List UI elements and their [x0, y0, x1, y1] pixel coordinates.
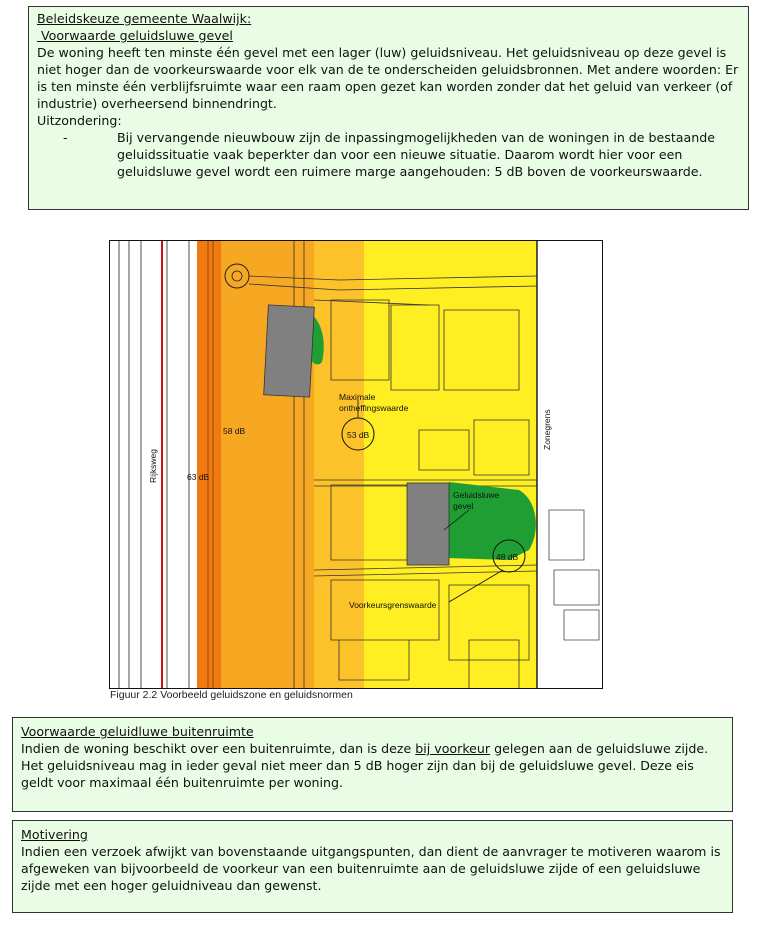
figure-caption: Figuur 2.2 Voorbeeld geluidszone en geluidsnormen [110, 689, 353, 701]
motivering-title: Motivering [21, 827, 88, 842]
exception-text: Bij vervangende nieuwbouw zijn de inpassingmogelijkheden van de woningen in de bestaande geluidssituatie vaak beperkter dan voor een nieuwe situatie. Daarom wordt hier voor een geluidsluwe gevel wordt een ruimere marge aangehouden: 5 dB boven de voorkeurswaarde. [117, 130, 715, 179]
label-zonegrens: Zonegrens [542, 409, 552, 450]
exception-label: Uitzondering: [37, 113, 122, 128]
policy-box-geluidsluwe-gevel [28, 6, 749, 210]
policy-title: Beleidskeuze gemeente Waalwijk: [37, 11, 252, 26]
policy-subtitle: Voorwaarde geluidsluwe gevel [37, 28, 233, 43]
policy-box-buitenruimte [12, 717, 733, 812]
label-voorkeursgrenswaarde: Voorkeursgrenswaarde [349, 600, 437, 610]
light-orange-zone [314, 240, 364, 689]
building-top [264, 305, 315, 397]
buitenruimte-paragraph [21, 740, 724, 791]
label-ontheffingswaarde: ontheffingswaarde [339, 403, 409, 413]
buitenruimte-text-after: gelegen aan de geluidsluwe zijde. Het geluidsniveau mag in ieder geval niet meer dan 5 dB hoger zijn dan bij de geluidsluwe gevel. Deze eis geldt voor maximaal één buitenruimte per woning. [21, 741, 709, 790]
buitenruimte-text-before: Indien de woning beschikt over een buitenruimte, dan is deze [21, 741, 416, 756]
noise-zone-map [109, 240, 603, 689]
exception-list-item [37, 129, 740, 180]
buitenruimte-title: Voorwaarde geluidluwe buitenruimte [21, 724, 254, 739]
policy-paragraph: De woning heeft ten minste één gevel met een lager (luw) geluidsniveau. Het geluidsniveau op deze gevel is niet hoger dan de voorkeurswaarde voor elk van de te onderscheiden geluidsbronnen. Met andere woorden: Er is ten minste één verblijfsruimte waar een raam open gezet kan worden zonder dat het geluid van verkeer (of industrie) overheersend binnendringt. [37, 45, 739, 111]
buitenruimte-underlined: bij voorkeur [415, 741, 491, 756]
label-53db: 53 dB [347, 430, 370, 440]
label-gevel: gevel [453, 501, 474, 511]
motivering-paragraph: Indien een verzoek afwijkt van bovenstaande uitgangspunten, dan dient de aanvrager te motiveren waarom is afgeweken van bijvoorbeeld de voorkeur van een buitenruimte aan de geluidsluwe zijde of een geluidsluwe zijde met een hoger geluidniveau dan gewenst. [21, 844, 721, 893]
dark-orange-zone [197, 240, 221, 689]
label-geluidsluwe: Geluidsluwe [453, 490, 500, 500]
label-maximale: Maximale [339, 392, 376, 402]
label-rijksweg: Rijksweg [148, 448, 158, 483]
policy-box-motivering [12, 820, 733, 913]
list-marker: - [63, 130, 68, 145]
label-58db: 58 dB [223, 426, 246, 436]
label-63db: 63 dB [187, 472, 210, 482]
building-bottom [407, 483, 449, 565]
label-48db: 48 dB [496, 552, 519, 562]
